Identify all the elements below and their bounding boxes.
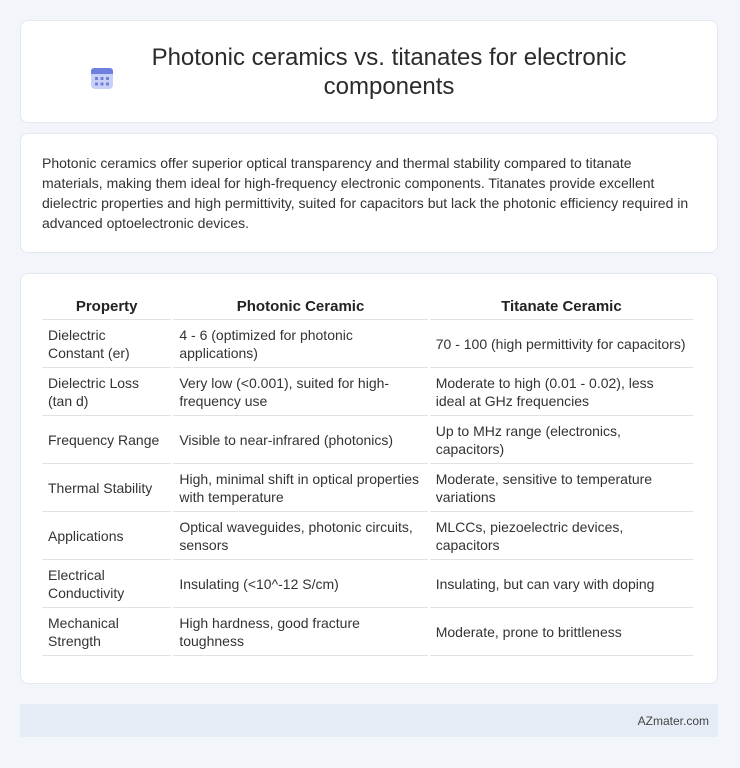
header-photonic-ceramic: Photonic Ceramic: [173, 294, 427, 320]
cell-titanate: 70 - 100 (high permittivity for capacitors): [430, 320, 693, 368]
table-header-row: [42, 294, 693, 320]
cell-photonic: High hardness, good fracture toughness: [173, 608, 427, 656]
cell-property: Mechanical Strength: [42, 608, 171, 656]
cell-property: Dielectric Loss (tan d): [42, 368, 171, 416]
cell-titanate: Moderate, sensitive to temperature variations: [430, 464, 693, 512]
header-property: Property: [42, 294, 171, 320]
cell-titanate: Moderate, prone to brittleness: [430, 608, 693, 656]
cell-property: Applications: [42, 512, 171, 560]
footer: [20, 704, 718, 737]
table-row: [42, 368, 693, 416]
cell-photonic: Very low (<0.001), suited for high-frequency use: [173, 368, 427, 416]
cell-photonic: Optical waveguides, photonic circuits, sensors: [173, 512, 427, 560]
cell-titanate: Moderate to high (0.01 - 0.02), less ideal at GHz frequencies: [430, 368, 693, 416]
cell-photonic: High, minimal shift in optical properties with temperature: [173, 464, 427, 512]
table-row: [42, 416, 693, 464]
footer-brand: AZmater.com: [637, 713, 709, 728]
cell-photonic: 4 - 6 (optimized for photonic applications): [173, 320, 427, 368]
cell-titanate: MLCCs, piezoelectric devices, capacitors: [430, 512, 693, 560]
cell-photonic: Insulating (<10^-12 S/cm): [173, 560, 427, 608]
cell-property: Electrical Conductivity: [42, 560, 171, 608]
cell-property: Thermal Stability: [42, 464, 171, 512]
calendar-grid-icon: [89, 65, 115, 91]
header-titanate-ceramic: Titanate Ceramic: [430, 294, 693, 320]
page-title: Photonic ceramics vs. titanates for electronic components: [151, 43, 627, 100]
table-row: [42, 608, 693, 656]
comparison-table-card: [20, 273, 718, 684]
cell-photonic: Visible to near-infrared (photonics): [173, 416, 427, 464]
comparison-table: [40, 294, 695, 656]
title-wrap: [89, 43, 649, 101]
table-row: [42, 320, 693, 368]
table-row: [42, 464, 693, 512]
table-row: [42, 512, 693, 560]
cell-titanate: Up to MHz range (electronics, capacitors): [430, 416, 693, 464]
summary-card: [20, 133, 718, 253]
summary-paragraph: Photonic ceramics offer superior optical transparency and thermal stability compared to titanate materials, making them ideal for high-frequency electronic components. Titanates provide excellent dielectric properties and high permittivity, suited for capacitors but lack the photonic efficiency required in advanced optoelectronic devices.: [42, 155, 689, 231]
cell-titanate: Insulating, but can vary with doping: [430, 560, 693, 608]
cell-property: Dielectric Constant (er): [42, 320, 171, 368]
table-row: [42, 560, 693, 608]
title-card: [20, 20, 718, 123]
cell-property: Frequency Range: [42, 416, 171, 464]
